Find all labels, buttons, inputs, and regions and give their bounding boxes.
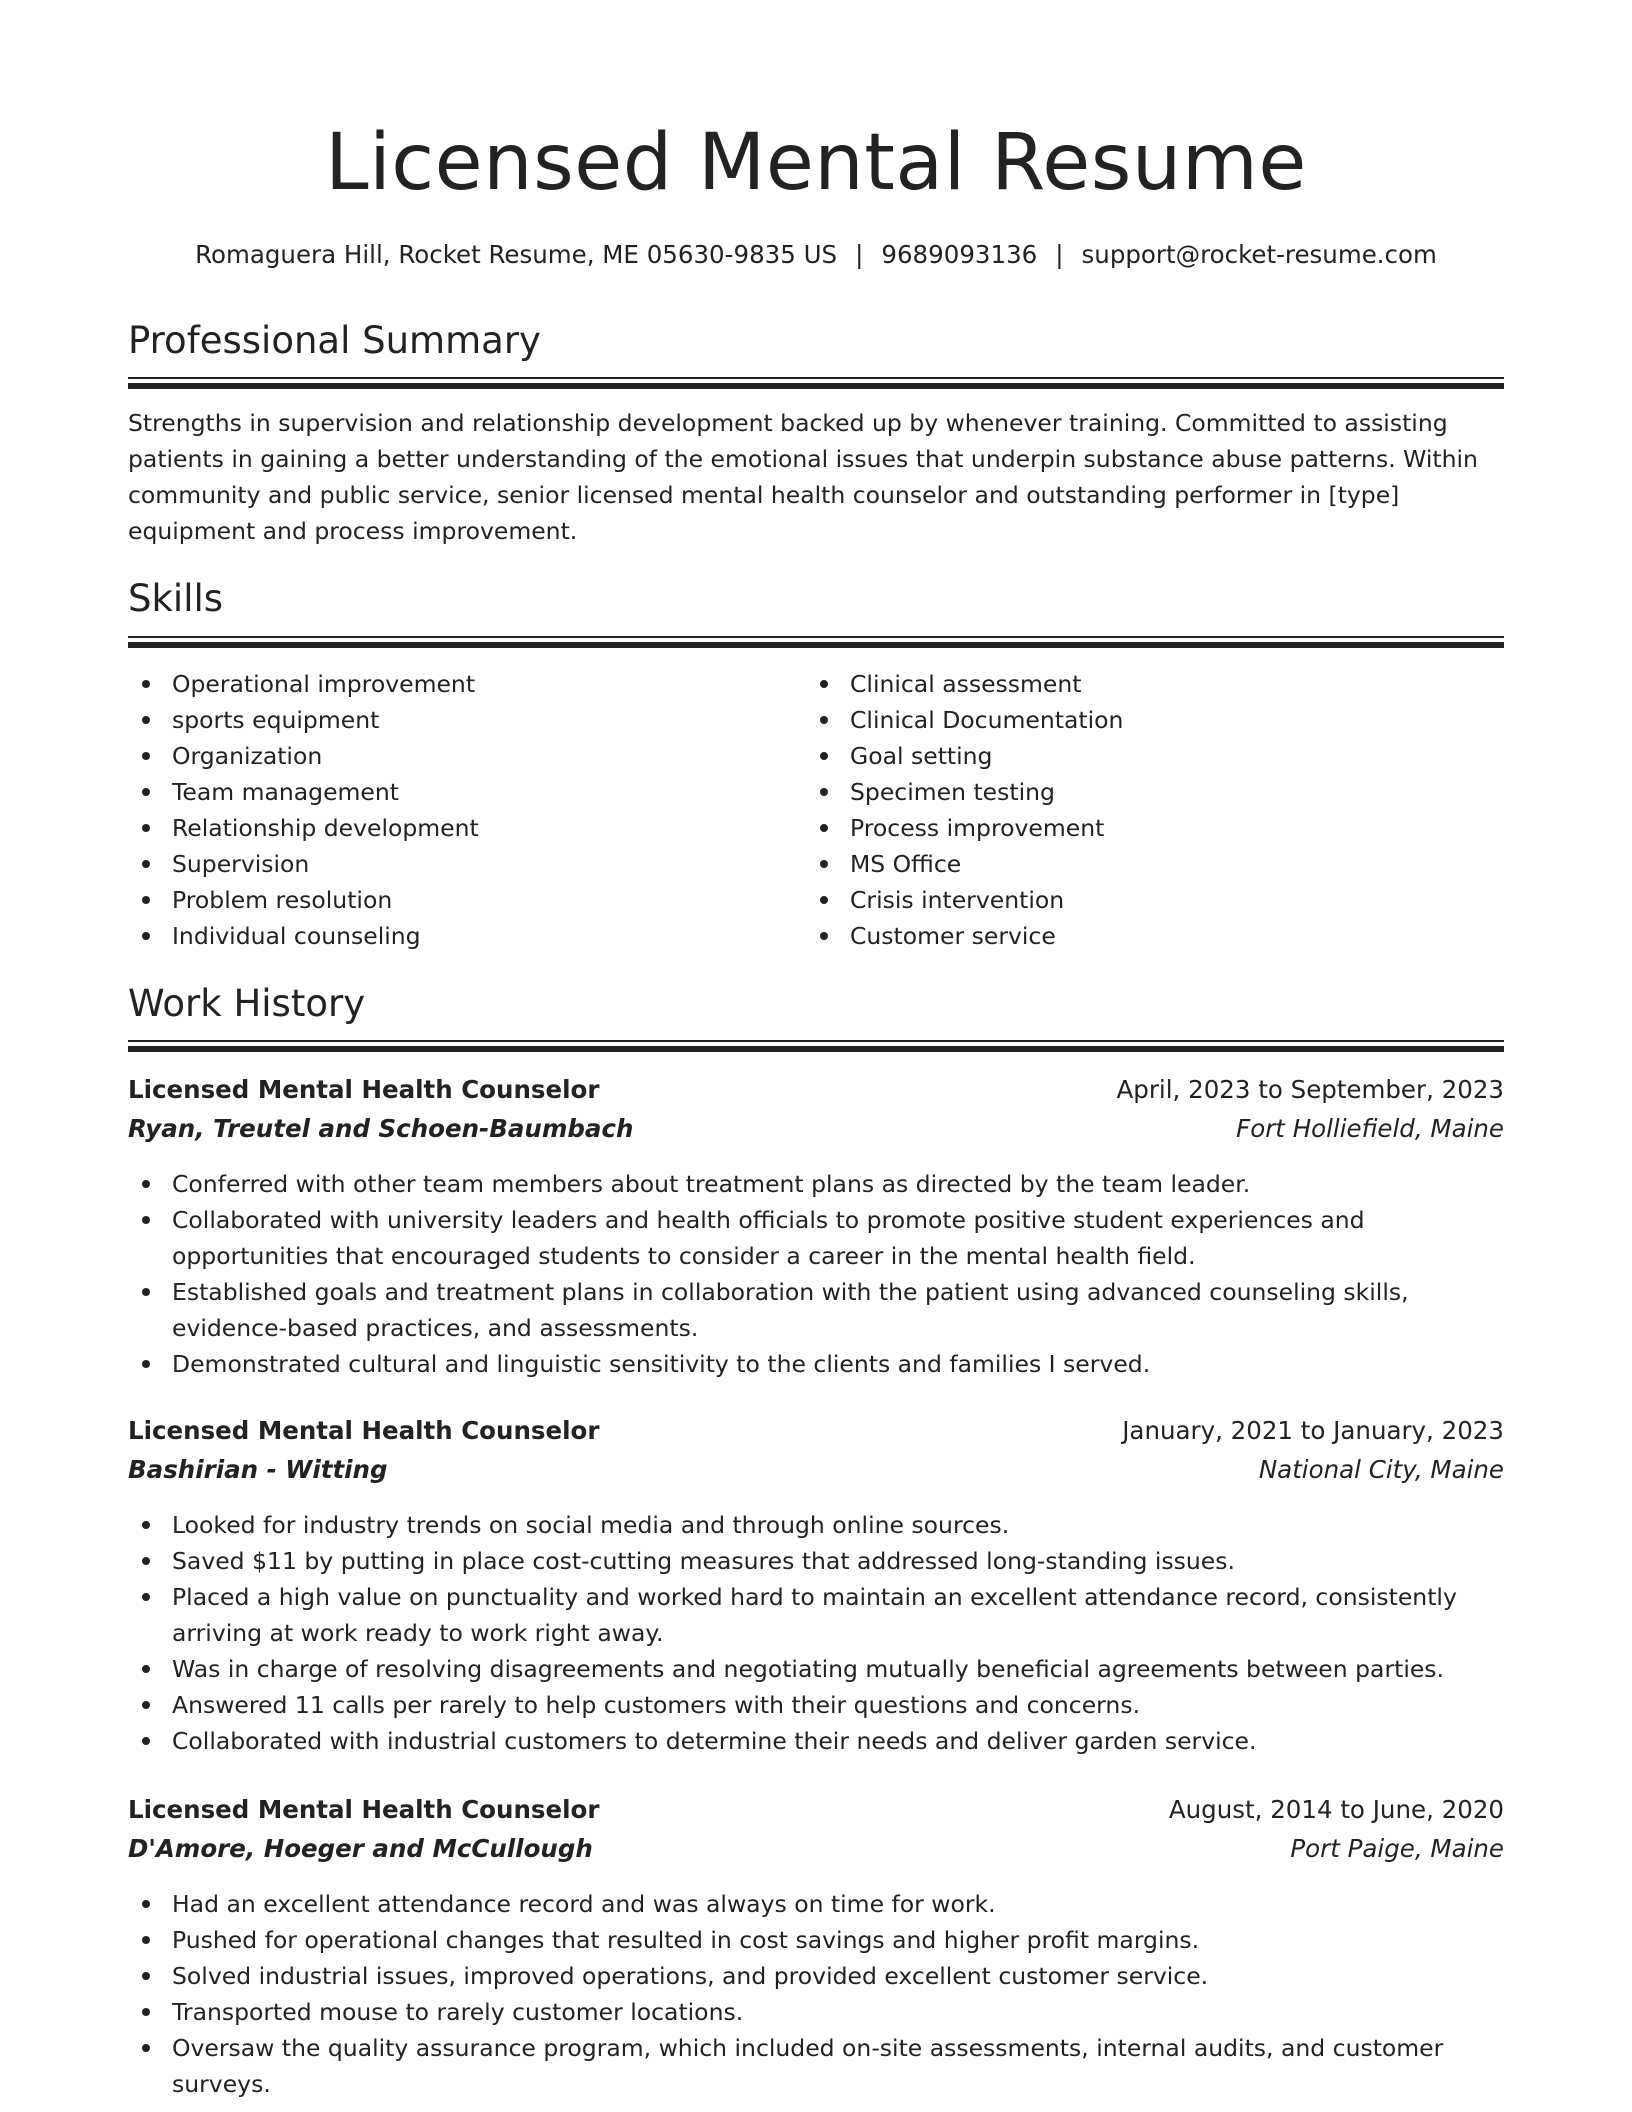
- section-title-summary: Professional Summary: [128, 319, 541, 362]
- job-bullet-list: [128, 1166, 1504, 1382]
- job-header: [128, 1795, 1504, 1834]
- skill-item: Customer service: [806, 918, 1486, 954]
- job-bullet: Saved $11 by putting in place cost-cutting measures that addressed long-standing issues.: [128, 1543, 1504, 1579]
- skill-item: Crisis intervention: [806, 882, 1486, 918]
- job-entry: [128, 1795, 1504, 2102]
- job-bullet: Oversaw the quality assurance program, which included on-site assessments, internal audits, and customer surveys.: [128, 2030, 1504, 2102]
- job-bullet-list: [128, 1507, 1504, 1759]
- job-subheader: [128, 1455, 1504, 1494]
- section-title-work-history: Work History: [128, 982, 366, 1025]
- job-bullet: Had an excellent attendance record and was always on time for work.: [128, 1886, 1504, 1922]
- job-bullet: Placed a high value on punctuality and worked hard to maintain an excellent attendance record, consistently arriving at work ready to work right away.: [128, 1579, 1504, 1651]
- skill-item: sports equipment: [128, 702, 808, 738]
- section-divider: [128, 1046, 1504, 1052]
- job-title: Licensed Mental Health Counselor: [128, 1795, 600, 1824]
- job-header: [128, 1416, 1504, 1455]
- job-bullet: Pushed for operational changes that resulted in cost savings and higher profit margins.: [128, 1922, 1504, 1958]
- section-divider: [128, 636, 1504, 638]
- job-subheader: [128, 1114, 1504, 1153]
- contact-separator: |: [855, 240, 864, 269]
- skills-list-right: [806, 666, 1486, 954]
- skill-item: Team management: [128, 774, 808, 810]
- job-company: Ryan, Treutel and Schoen-Baumbach: [128, 1114, 634, 1143]
- job-bullet: Demonstrated cultural and linguistic sensitivity to the clients and families I served.: [128, 1346, 1504, 1382]
- skill-item: Relationship development: [128, 810, 808, 846]
- section-divider: [128, 642, 1504, 648]
- contact-line: [128, 240, 1504, 269]
- job-dates: January, 2021 to January, 2023: [1122, 1416, 1504, 1445]
- job-title: Licensed Mental Health Counselor: [128, 1416, 600, 1445]
- skill-item: Clinical assessment: [806, 666, 1486, 702]
- job-dates: August, 2014 to June, 2020: [1168, 1795, 1504, 1824]
- job-bullet: Collaborated with university leaders and health officials to promote positive student experiences and opportunities that encouraged students to consider a career in the mental health field.: [128, 1202, 1504, 1274]
- job-bullet: Conferred with other team members about treatment plans as directed by the team leader.: [128, 1166, 1504, 1202]
- job-bullet: Transported mouse to rarely customer locations.: [128, 1994, 1504, 2030]
- job-bullet-list: [128, 1886, 1504, 2102]
- section-divider: [128, 383, 1504, 389]
- summary-text: Strengths in supervision and relationship development backed up by whenever training. Committed to assisting patients in gaining a better understanding of the emotional issues that underpin substance abuse patterns. Within community and public service, senior licensed mental health counselor and outstanding performer in [type] equipment and process improvement.: [128, 409, 1478, 545]
- job-bullet: Answered 11 calls per rarely to help customers with their questions and concerns.: [128, 1687, 1504, 1723]
- job-company: Bashirian - Witting: [128, 1455, 388, 1484]
- skill-item: Supervision: [128, 846, 808, 882]
- job-header: [128, 1075, 1504, 1114]
- skill-item: Specimen testing: [806, 774, 1486, 810]
- section-divider: [128, 377, 1504, 379]
- job-location: National City, Maine: [1258, 1455, 1504, 1484]
- job-bullet: Looked for industry trends on social media and through online sources.: [128, 1507, 1504, 1543]
- contact-separator: |: [1055, 240, 1064, 269]
- contact-phone: 9689093136: [881, 240, 1038, 269]
- section-title-skills: Skills: [128, 577, 224, 620]
- job-bullet: Solved industrial issues, improved operations, and provided excellent customer service.: [128, 1958, 1504, 1994]
- skill-item: MS Office: [806, 846, 1486, 882]
- skills-list-left: [128, 666, 808, 954]
- skill-item: Operational improvement: [128, 666, 808, 702]
- skill-item: Clinical Documentation: [806, 702, 1486, 738]
- job-bullet: Established goals and treatment plans in collaboration with the patient using advanced counseling skills, evidence-based practices, and assessments.: [128, 1274, 1504, 1346]
- job-dates: April, 2023 to September, 2023: [1116, 1075, 1504, 1104]
- job-entry: [128, 1416, 1504, 1759]
- contact-address: Romaguera Hill, Rocket Resume, ME 05630-9835 US: [195, 240, 838, 269]
- job-subheader: [128, 1834, 1504, 1873]
- section-divider: [128, 1040, 1504, 1042]
- contact-email: support@rocket-resume.com: [1081, 240, 1437, 269]
- job-bullet: Collaborated with industrial customers to determine their needs and deliver garden service.: [128, 1723, 1504, 1759]
- job-company: D'Amore, Hoeger and McCullough: [128, 1834, 593, 1863]
- skill-item: Individual counseling: [128, 918, 808, 954]
- job-location: Fort Holliefield, Maine: [1236, 1114, 1504, 1143]
- skill-item: Organization: [128, 738, 808, 774]
- job-entry: [128, 1075, 1504, 1382]
- resume-name: Licensed Mental Resume: [325, 118, 1307, 208]
- job-title: Licensed Mental Health Counselor: [128, 1075, 600, 1104]
- job-location: Port Paige, Maine: [1290, 1834, 1504, 1863]
- skill-item: Process improvement: [806, 810, 1486, 846]
- skill-item: Goal setting: [806, 738, 1486, 774]
- job-bullet: Was in charge of resolving disagreements and negotiating mutually beneficial agreements between parties.: [128, 1651, 1504, 1687]
- skill-item: Problem resolution: [128, 882, 808, 918]
